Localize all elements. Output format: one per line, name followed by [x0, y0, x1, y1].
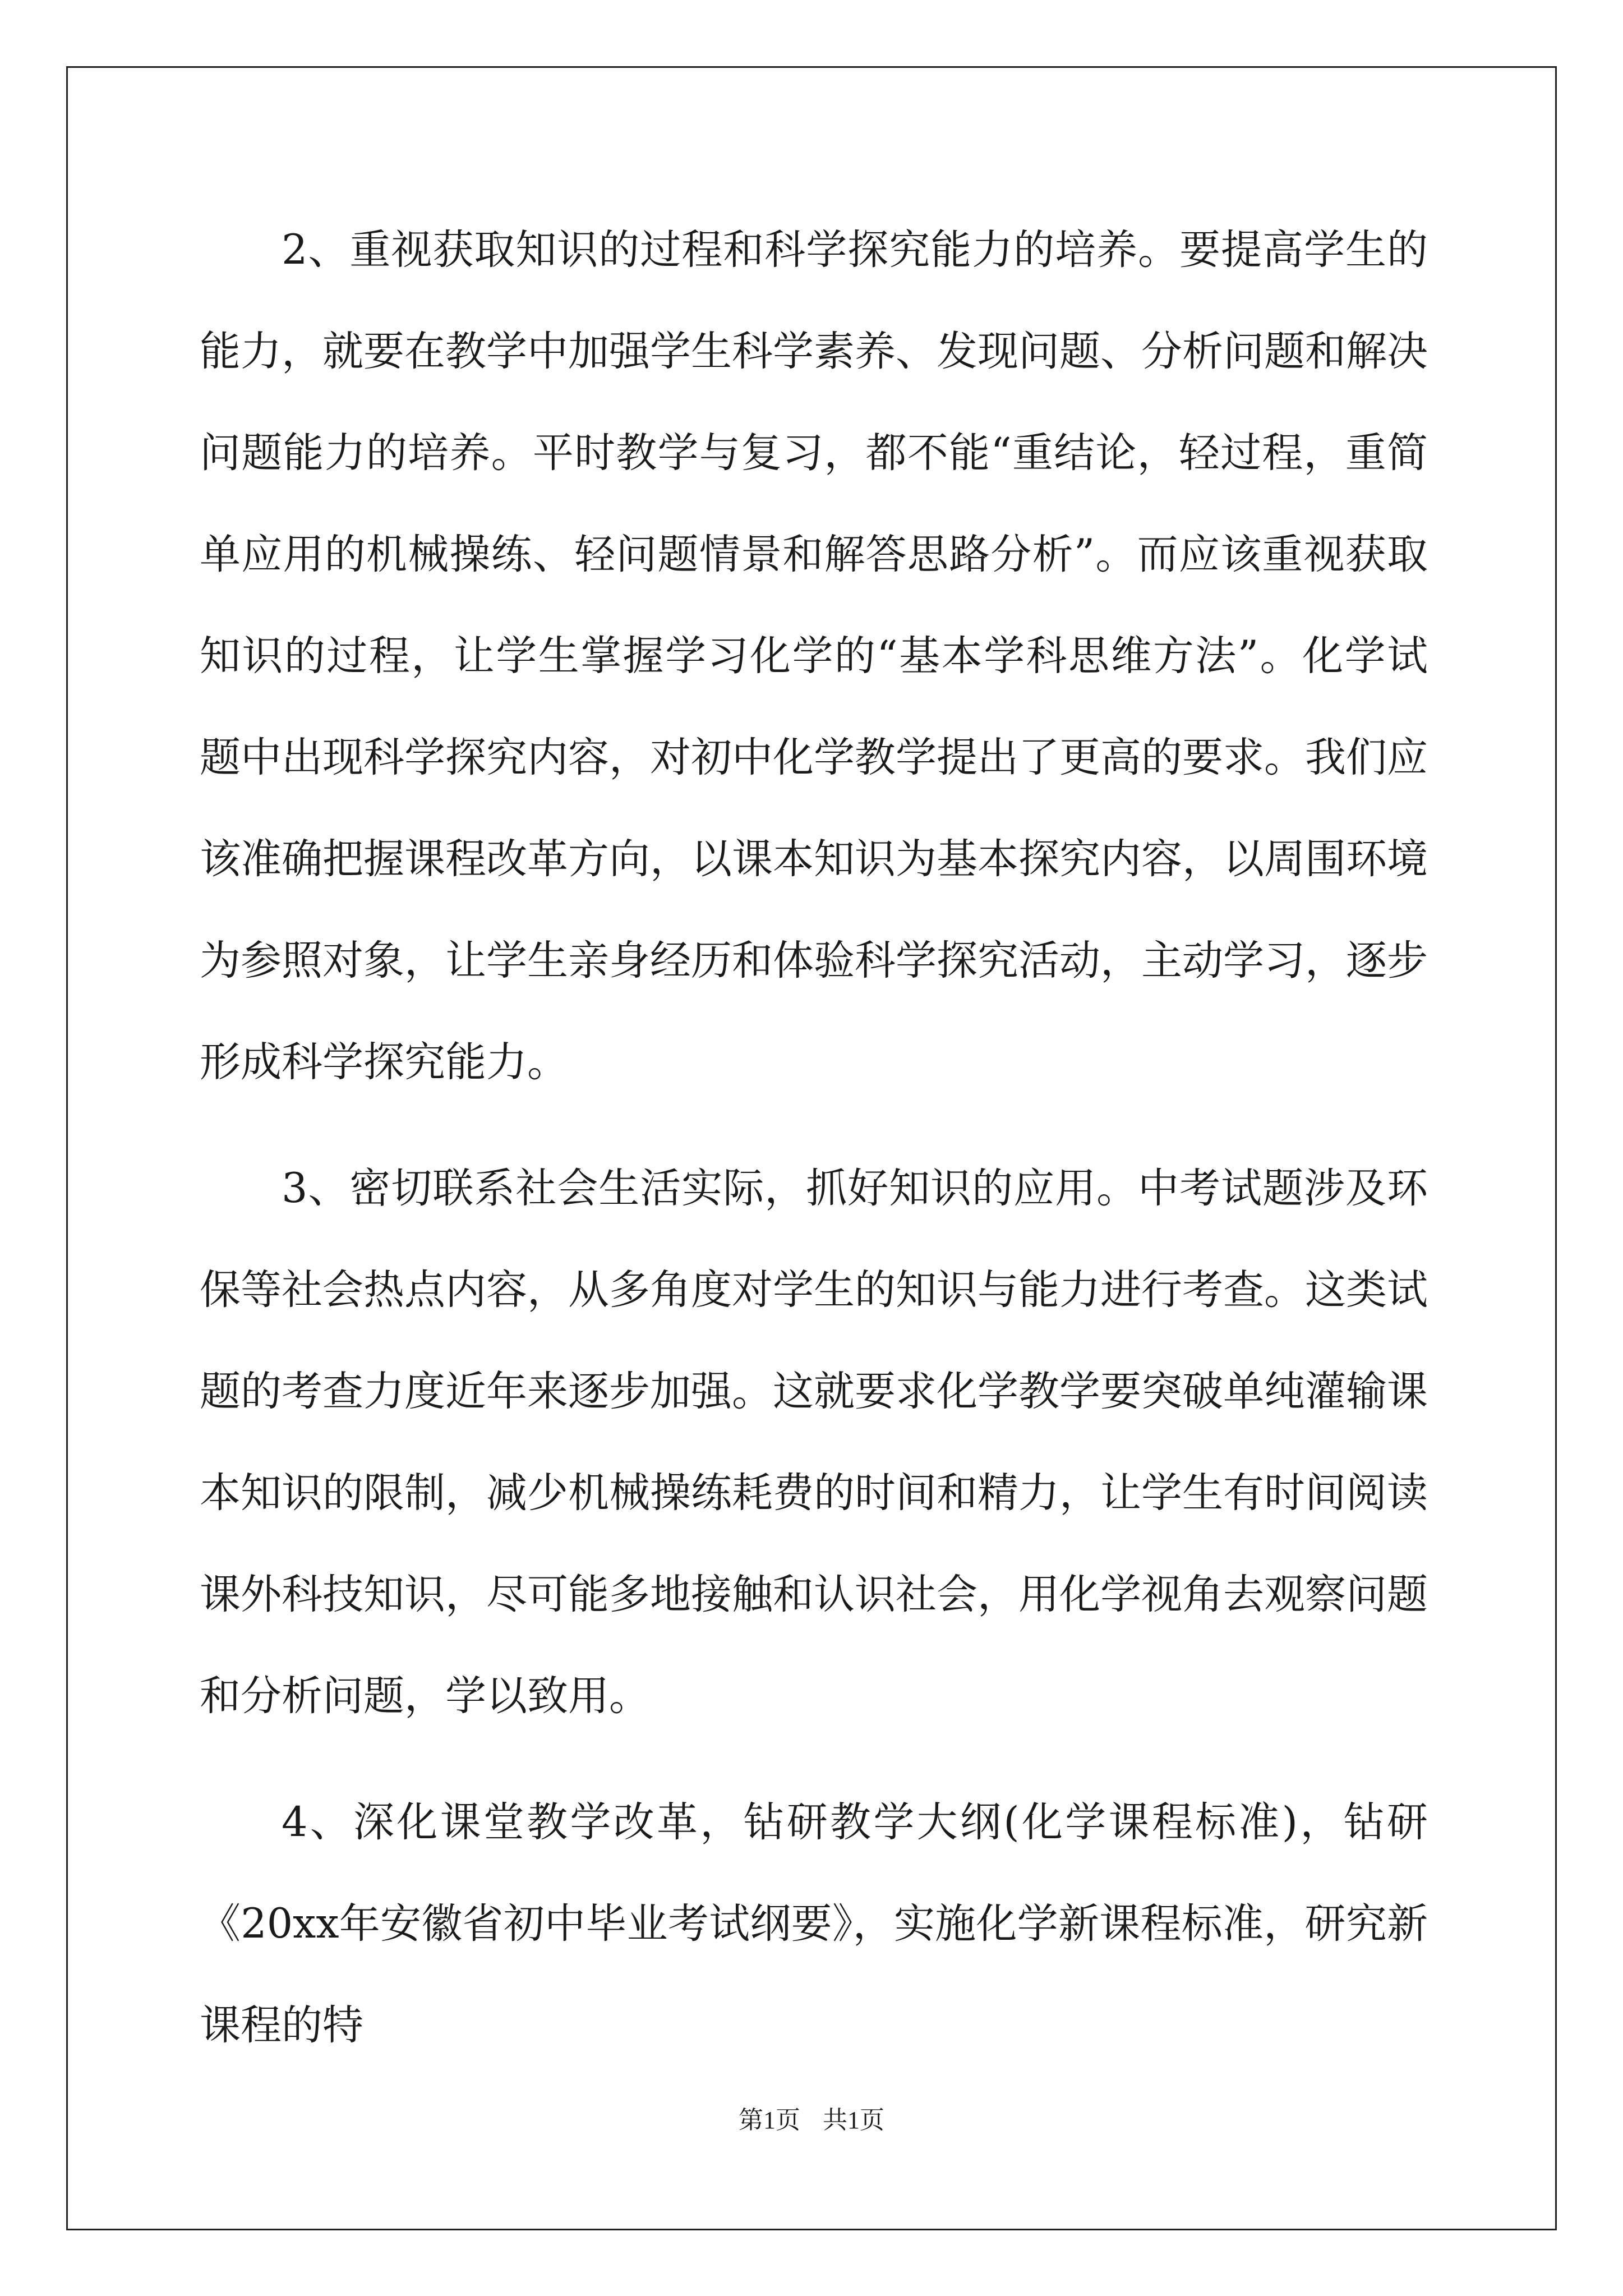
paragraph: 2、重视获取知识的过程和科学探究能力的培养。要提高学生的能力，就要在教学中加强学生科学素养、发现问题、分析问题和解决问题能力的培养。平时教学与复习，都不能“重结论，轻过程，重简单应用的机械操练、轻问题情景和解答思路分析”。而应该重视获取知识的过程，让学生掌握学习化学的“基本学科思维方法”。化学试题中出现科学探究内容，对初中化学教学提出了更高的要求。我们应该准确把握课程改革方向，以课本知识为基本探究内容，以周围环境为参照对象，让学生亲身经历和体验科学探究活动，主动学习，逐步形成科学探究能力。 — [200, 226, 1428, 1086]
page-footer — [0, 2104, 1623, 2137]
page-number: 第1页 — [739, 2106, 800, 2134]
paragraph: 4、深化课堂教学改革，钻研教学大纲(化学课程标准)，钻研《20xx年安徽省初中毕业考试纲要》，实施化学新课程标准，研究新课程的特 — [200, 1798, 1428, 2049]
paragraph: 3、密切联系社会生活实际，抓好知识的应用。中考试题涉及环保等社会热点内容，从多角度对学生的知识与能力进行考查。这类试题的考查力度近年来逐步加强。这就要求化学教学要突破单纯灌输课本知识的限制，减少机械操练耗费的时间和精力，让学生有时间阅读课外科技知识，尽可能多地接触和认识社会，用化学视角去观察问题和分析问题，学以致用。 — [200, 1165, 1428, 1720]
document-body — [200, 199, 1428, 2076]
page-count: 共1页 — [823, 2106, 884, 2134]
